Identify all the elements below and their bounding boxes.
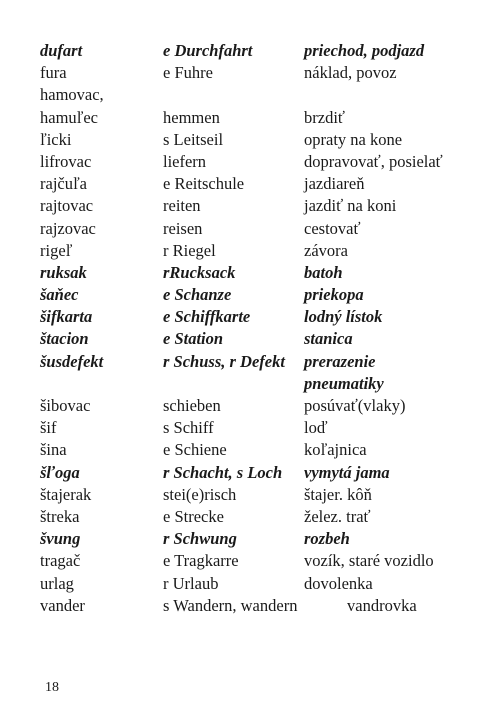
translation: vymytá jama — [304, 462, 390, 482]
german-term: e Schiffkarte — [163, 307, 251, 327]
german-term: s Wandern, wandern — [163, 595, 298, 615]
german-term: schieben — [163, 396, 221, 415]
translation: závora — [304, 240, 348, 260]
glossary-row — [0, 240, 500, 262]
slovak-term: štacion — [40, 329, 89, 349]
translation: štajer. kôň — [304, 484, 372, 504]
german-term: rRucksack — [163, 262, 236, 282]
german-term: e Fuhre — [163, 63, 213, 83]
glossary-row — [0, 328, 500, 350]
slovak-term: švung — [40, 529, 81, 549]
slovak-term: ruksak — [40, 262, 87, 282]
translation: želez. trať — [304, 506, 371, 526]
slovak-term: šaňec — [40, 285, 79, 305]
translation: dovolenka — [304, 573, 373, 593]
translation: dopravovať, posielať — [304, 151, 443, 171]
german-term: r Schuss, r Defekt — [163, 351, 285, 371]
german-term: e Durchfahrt — [163, 41, 253, 60]
glossary-table — [0, 40, 500, 617]
german-term: reisen — [163, 218, 203, 238]
glossary-row — [0, 62, 500, 84]
translation: brzdiť — [304, 107, 345, 127]
glossary-row — [0, 284, 500, 306]
slovak-term: hamovac, — [40, 85, 104, 105]
page-number: 18 — [45, 680, 59, 695]
translation: stanica — [304, 329, 353, 349]
translation: batoh — [304, 262, 343, 282]
slovak-term: rajčuľa — [40, 174, 88, 194]
german-term: r Urlaub — [163, 573, 219, 593]
translation: rozbeh — [304, 529, 350, 549]
slovak-term: šľoga — [40, 462, 80, 482]
slovak-term: šif — [40, 418, 57, 438]
slovak-term: urlag — [40, 573, 74, 593]
german-term: hemmen — [163, 107, 220, 127]
glossary-row — [0, 550, 500, 572]
glossary-row — [0, 107, 500, 129]
translation: pneumatiky — [304, 373, 384, 393]
translation: posúvať(vlaky) — [304, 396, 406, 415]
german-term: e Schanze — [163, 285, 232, 305]
german-term: r Schacht, s Loch — [163, 462, 283, 482]
glossary-row — [0, 595, 500, 617]
slovak-term: šibovac — [40, 396, 91, 415]
glossary-row — [0, 262, 500, 284]
glossary-row — [0, 439, 500, 461]
translation: jazdiareň — [304, 174, 365, 194]
german-term: reiten — [163, 196, 201, 216]
glossary-row-continuation — [0, 373, 500, 395]
german-term: e Reitschule — [163, 174, 245, 194]
glossary-row — [0, 484, 500, 506]
glossary-row — [0, 40, 500, 62]
translation: loď — [304, 418, 328, 438]
slovak-term: šifkarta — [40, 307, 93, 327]
glossary-row — [0, 151, 500, 173]
glossary-row — [0, 462, 500, 484]
translation: náklad, povoz — [304, 63, 397, 83]
german-term: r Riegel — [163, 240, 216, 260]
german-term: liefern — [163, 151, 207, 171]
glossary-row — [0, 195, 500, 217]
slovak-term: vander — [40, 595, 85, 615]
glossary-row — [0, 306, 500, 328]
german-term: e Schiene — [163, 440, 227, 460]
glossary-row — [0, 528, 500, 550]
translation: priechod, podjazd — [304, 41, 425, 60]
glossary-row — [0, 173, 500, 195]
glossary-row — [0, 506, 500, 528]
german-term: e Station — [163, 329, 224, 349]
slovak-term: lifrovac — [40, 151, 92, 171]
glossary-row — [0, 218, 500, 240]
german-term: s Leitseil — [163, 129, 224, 149]
translation: cestovať — [304, 218, 361, 238]
translation: priekopa — [304, 285, 364, 305]
slovak-term: ľicki — [40, 129, 72, 149]
translation: prerazenie — [304, 351, 376, 371]
slovak-term: rajzovac — [40, 218, 96, 238]
glossary-row — [0, 417, 500, 439]
glossary-row — [0, 395, 500, 417]
german-term: e Strecke — [163, 506, 224, 526]
german-term: stei(e)risch — [163, 484, 237, 504]
slovak-term: tragač — [40, 551, 81, 571]
slovak-term: štajerak — [40, 484, 92, 504]
glossary-row — [0, 84, 500, 106]
slovak-term: fura — [40, 63, 67, 83]
glossary-row — [0, 129, 500, 151]
translation: opraty na kone — [304, 129, 403, 149]
slovak-term: dufart — [40, 41, 83, 60]
slovak-term: rigeľ — [40, 240, 73, 260]
slovak-term: šusdefekt — [40, 351, 104, 371]
glossary-row — [0, 573, 500, 595]
translation: lodný lístok — [304, 307, 383, 327]
translation: jazdiť na koni — [304, 196, 397, 216]
slovak-term: štreka — [40, 506, 80, 526]
translation: koľajnica — [304, 440, 367, 460]
glossary-row — [0, 351, 500, 373]
german-term: r Schwung — [163, 529, 237, 549]
translation: vandrovka — [347, 595, 417, 615]
slovak-term: rajtovac — [40, 196, 94, 216]
german-term: s Schiff — [163, 418, 214, 438]
german-term: e Tragkarre — [163, 551, 239, 571]
translation: vozík, staré vozidlo — [304, 551, 434, 571]
slovak-term: šina — [40, 440, 67, 460]
slovak-term: hamuľec — [40, 107, 99, 127]
